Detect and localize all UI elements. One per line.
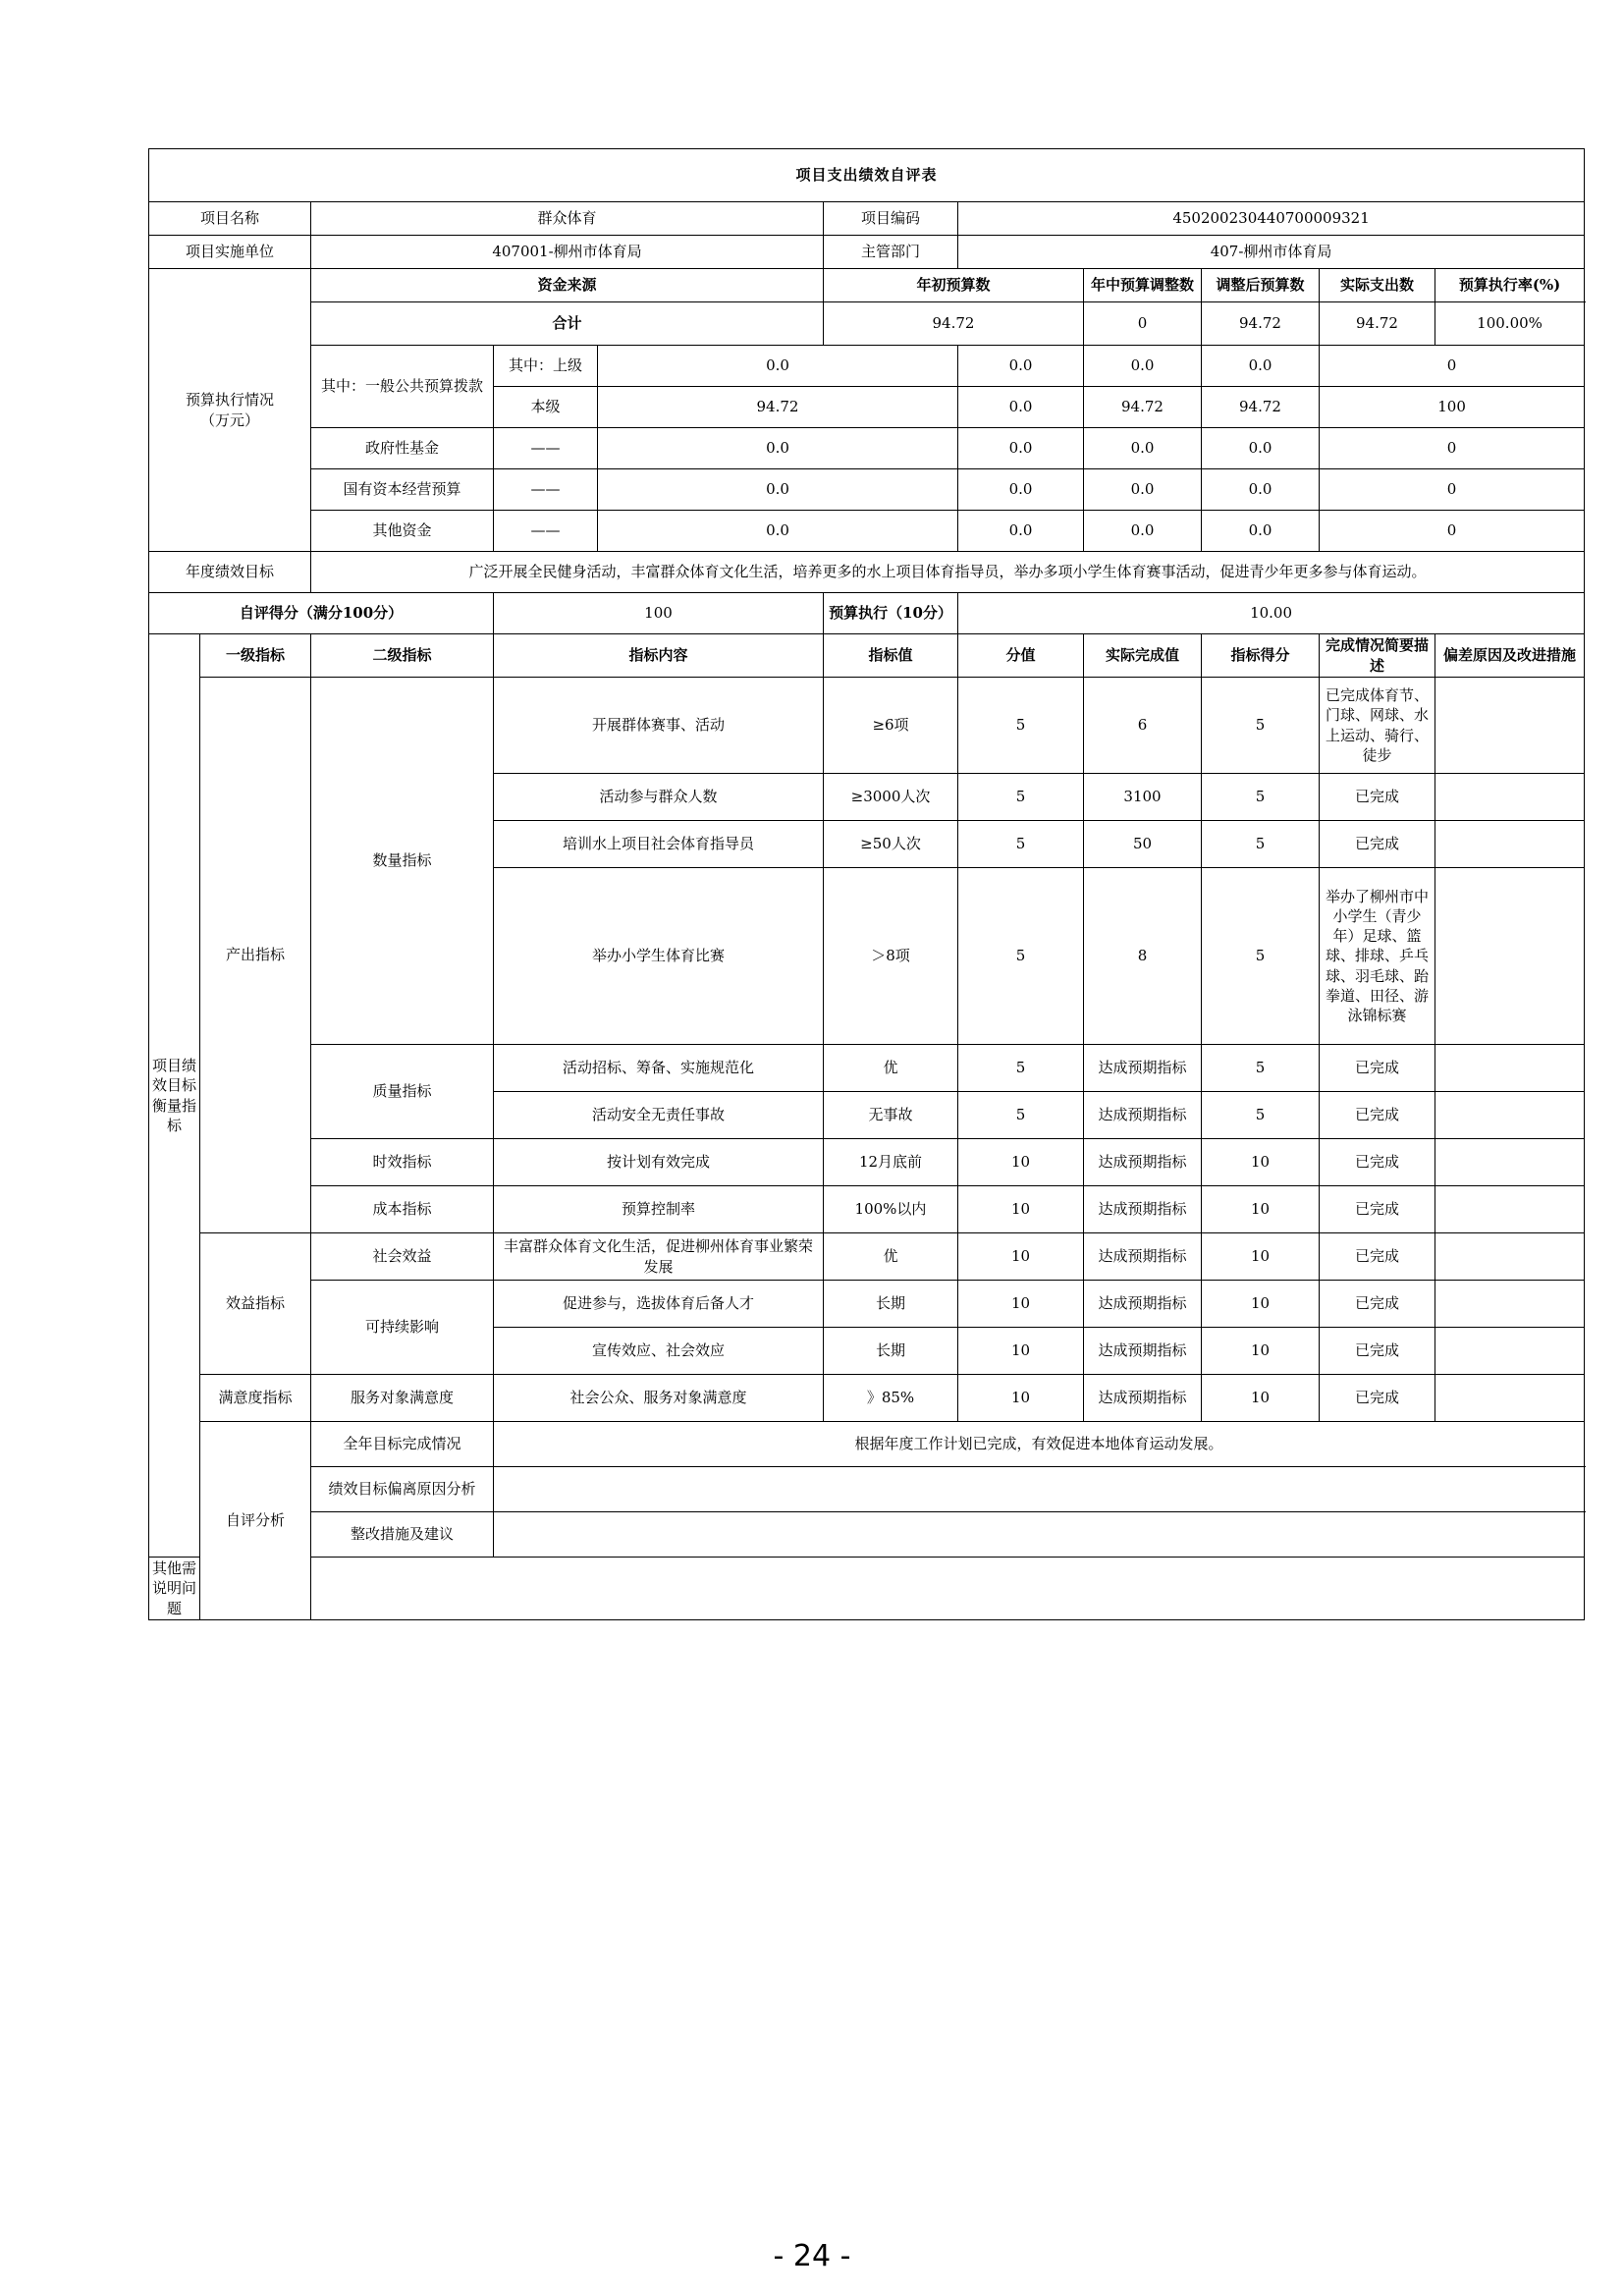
indicator-reason [1435,1328,1585,1375]
budget-gov-fund-actual: 0.0 [1202,428,1320,469]
indicator-content: 促进参与，选拔体育后备人才 [494,1281,824,1328]
budget-header-rate: 预算执行率(%) [1435,269,1585,302]
budget-state-capital-adjust: 0.0 [958,469,1084,511]
indicator-points: 10 [958,1375,1084,1422]
level2-social: 社会效益 [311,1233,494,1281]
ind-header-score: 指标得分 [1202,634,1320,678]
indicator-reason [1435,1281,1585,1328]
indicator-actual: 达成预期指标 [1084,1092,1202,1139]
budget-local-rate: 100 [1320,387,1585,428]
indicator-actual: 8 [1084,868,1202,1045]
indicator-content: 活动招标、筹备、实施规范化 [494,1045,824,1092]
budget-general-label: 其中：一般公共预算拨款 [311,346,494,428]
budget-upper-adjust: 0.0 [958,346,1084,387]
ind-header-level2: 二级指标 [311,634,494,678]
indicator-score: 5 [1202,1045,1320,1092]
indicator-actual: 达成预期指标 [1084,1233,1202,1281]
ind-header-level1: 一级指标 [200,634,311,678]
project-name-label: 项目名称 [149,202,311,236]
indicator-reason [1435,678,1585,774]
indicator-actual: 达成预期指标 [1084,1281,1202,1328]
score-label: 自评得分（满分100分） [149,593,494,634]
budget-upper-adjusted: 0.0 [1084,346,1202,387]
budget-upper-initial: 0.0 [598,346,958,387]
score-value: 100 [494,593,824,634]
budget-total-rate: 100.00% [1435,302,1585,346]
indicator-target: 长期 [824,1281,958,1328]
indicator-desc: 已完成 [1320,1233,1435,1281]
indicator-target: ≥6项 [824,678,958,774]
indicator-score: 5 [1202,678,1320,774]
level2-cost: 成本指标 [311,1186,494,1233]
budget-local-adjusted: 94.72 [1084,387,1202,428]
ind-header-actual: 实际完成值 [1084,634,1202,678]
indicator-points: 5 [958,1092,1084,1139]
indicator-content: 社会公众、服务对象满意度 [494,1375,824,1422]
budget-other-adjust: 0.0 [958,511,1084,552]
ind-header-content: 指标内容 [494,634,824,678]
indicators-section-label: 项目绩效目标衡量指标 [149,634,200,1558]
budget-total-actual: 94.72 [1320,302,1435,346]
indicator-target: 12月底前 [824,1139,958,1186]
ind-header-desc: 完成情况简要描述 [1320,634,1435,678]
analysis-section-label: 自评分析 [200,1422,311,1620]
dept-value: 407-柳州市体育局 [958,236,1585,269]
budget-state-capital-adjusted: 0.0 [1084,469,1202,511]
budget-gov-fund-initial: 0.0 [598,428,958,469]
page-number: - 24 - [773,2239,851,2273]
indicator-reason [1435,1375,1585,1422]
budget-other-dash: —— [494,511,598,552]
budget-total-adjust: 0 [1084,302,1202,346]
analysis-row-text [494,1467,1585,1512]
indicator-reason [1435,774,1585,821]
indicator-points: 5 [958,774,1084,821]
budget-total-adjusted: 94.72 [1202,302,1320,346]
budget-gov-fund-adjust: 0.0 [958,428,1084,469]
indicator-content: 活动安全无责任事故 [494,1092,824,1139]
budget-local-initial: 94.72 [598,387,958,428]
indicator-desc: 已完成 [1320,1375,1435,1422]
indicator-score: 5 [1202,821,1320,868]
indicator-reason [1435,1045,1585,1092]
indicator-actual: 达成预期指标 [1084,1328,1202,1375]
indicator-target: ＞8项 [824,868,958,1045]
analysis-row-label: 全年目标完成情况 [311,1422,494,1467]
budget-total-label: 合计 [311,302,824,346]
budget-other-rate: 0 [1320,511,1585,552]
budget-state-capital-label: 国有资本经营预算 [311,469,494,511]
indicator-desc: 已完成体育节、门球、网球、水上运动、骑行、徒步 [1320,678,1435,774]
indicator-content: 丰富群众体育文化生活，促进柳州体育事业繁荣发展 [494,1233,824,1281]
indicator-score: 5 [1202,774,1320,821]
performance-self-evaluation-table [148,148,1577,1620]
budget-exec-score-value: 10.00 [958,593,1585,634]
indicator-score: 10 [1202,1186,1320,1233]
indicator-actual: 6 [1084,678,1202,774]
indicator-reason [1435,1139,1585,1186]
indicator-points: 5 [958,1045,1084,1092]
indicator-actual: 50 [1084,821,1202,868]
budget-gov-fund-label: 政府性基金 [311,428,494,469]
indicator-points: 10 [958,1186,1084,1233]
ind-header-reason: 偏差原因及改进措施 [1435,634,1585,678]
budget-state-capital-dash: —— [494,469,598,511]
dept-label: 主管部门 [824,236,958,269]
indicator-target: 100%以内 [824,1186,958,1233]
impl-unit-value: 407001-柳州市体育局 [311,236,824,269]
indicator-desc: 已完成 [1320,1139,1435,1186]
annual-goal-text: 广泛开展全民健身活动，丰富群众体育文化生活，培养更多的水上项目体育指导员，举办多项小学生体育赛事活动，促进青少年更多参与体育运动。 [311,552,1585,593]
impl-unit-label: 项目实施单位 [149,236,311,269]
budget-header-source: 资金来源 [311,269,824,302]
budget-state-capital-actual: 0.0 [1202,469,1320,511]
indicator-score: 10 [1202,1281,1320,1328]
analysis-row-label: 绩效目标偏离原因分析 [311,1467,494,1512]
budget-gov-fund-rate: 0 [1320,428,1585,469]
indicator-desc: 已完成 [1320,1092,1435,1139]
budget-state-capital-initial: 0.0 [598,469,958,511]
indicator-desc: 举办了柳州市中小学生（青少年）足球、篮球、排球、乒乓球、羽毛球、跆拳道、田径、游泳锦标赛 [1320,868,1435,1045]
indicator-reason [1435,821,1585,868]
budget-header-actual: 实际支出数 [1320,269,1435,302]
indicator-desc: 已完成 [1320,774,1435,821]
table-title: 项目支出绩效自评表 [149,149,1585,202]
budget-section-label: 预算执行情况 （万元） [149,269,311,552]
indicator-target: 优 [824,1045,958,1092]
level1-benefit: 效益指标 [200,1233,311,1375]
level2-timeliness: 时效指标 [311,1139,494,1186]
indicator-points: 5 [958,868,1084,1045]
project-code-label: 项目编码 [824,202,958,236]
indicator-score: 10 [1202,1328,1320,1375]
budget-upper-label: 其中：上级 [494,346,598,387]
budget-local-adjust: 0.0 [958,387,1084,428]
indicator-reason [1435,1186,1585,1233]
indicator-target: ≥50人次 [824,821,958,868]
analysis-row-text [494,1512,1585,1558]
indicator-points: 10 [958,1233,1084,1281]
analysis-row-text: 根据年度工作计划已完成，有效促进本地体育运动发展。 [494,1422,1585,1467]
indicator-score: 10 [1202,1233,1320,1281]
indicator-score: 5 [1202,868,1320,1045]
indicator-actual: 达成预期指标 [1084,1186,1202,1233]
indicator-reason [1435,1092,1585,1139]
budget-local-actual: 94.72 [1202,387,1320,428]
indicator-desc: 已完成 [1320,821,1435,868]
budget-upper-rate: 0 [1320,346,1585,387]
indicator-points: 10 [958,1328,1084,1375]
indicator-points: 10 [958,1281,1084,1328]
indicator-score: 10 [1202,1139,1320,1186]
indicator-actual: 达成预期指标 [1084,1045,1202,1092]
budget-other-adjusted: 0.0 [1084,511,1202,552]
indicator-content: 培训水上项目社会体育指导员 [494,821,824,868]
budget-other-initial: 0.0 [598,511,958,552]
indicator-reason [1435,868,1585,1045]
level2-quantity: 数量指标 [311,678,494,1045]
indicator-content: 活动参与群众人数 [494,774,824,821]
indicator-content: 举办小学生体育比赛 [494,868,824,1045]
budget-other-label: 其他资金 [311,511,494,552]
project-code-value: 450200230440700009321 [958,202,1585,236]
indicator-content: 按计划有效完成 [494,1139,824,1186]
indicator-desc: 已完成 [1320,1186,1435,1233]
analysis-row-label: 整改措施及建议 [311,1512,494,1558]
budget-exec-score-label: 预算执行（10分） [824,593,958,634]
indicator-content: 开展群体赛事、活动 [494,678,824,774]
indicator-points: 5 [958,678,1084,774]
budget-gov-fund-dash: —— [494,428,598,469]
budget-state-capital-rate: 0 [1320,469,1585,511]
indicator-desc: 已完成 [1320,1045,1435,1092]
ind-header-points: 分值 [958,634,1084,678]
indicator-target: 无事故 [824,1092,958,1139]
indicator-actual: 达成预期指标 [1084,1139,1202,1186]
budget-local-label: 本级 [494,387,598,428]
indicator-target: 优 [824,1233,958,1281]
indicator-actual: 3100 [1084,774,1202,821]
indicator-score: 10 [1202,1375,1320,1422]
indicator-points: 5 [958,821,1084,868]
indicator-desc: 已完成 [1320,1281,1435,1328]
level2-sustain: 可持续影响 [311,1281,494,1375]
indicator-target: 长期 [824,1328,958,1375]
indicator-score: 5 [1202,1092,1320,1139]
evaluation-grid [148,148,1585,1620]
ind-header-target: 指标值 [824,634,958,678]
budget-gov-fund-adjusted: 0.0 [1084,428,1202,469]
budget-total-initial: 94.72 [824,302,1084,346]
indicator-target: ≥3000人次 [824,774,958,821]
budget-header-adjusted: 调整后预算数 [1202,269,1320,302]
budget-upper-actual: 0.0 [1202,346,1320,387]
analysis-row-label: 其他需说明问题 [149,1558,200,1620]
budget-header-adjust: 年中预算调整数 [1084,269,1202,302]
indicator-points: 10 [958,1139,1084,1186]
indicator-desc: 已完成 [1320,1328,1435,1375]
indicator-reason [1435,1233,1585,1281]
level2-quality: 质量指标 [311,1045,494,1139]
budget-header-initial: 年初预算数 [824,269,1084,302]
indicator-content: 预算控制率 [494,1186,824,1233]
budget-other-actual: 0.0 [1202,511,1320,552]
indicator-target: 》85% [824,1375,958,1422]
analysis-row-text [311,1558,1585,1620]
indicator-content: 宣传效应、社会效应 [494,1328,824,1375]
project-name-value: 群众体育 [311,202,824,236]
annual-goal-label: 年度绩效目标 [149,552,311,593]
level2-service: 服务对象满意度 [311,1375,494,1422]
indicator-actual: 达成预期指标 [1084,1375,1202,1422]
level1-satisfaction: 满意度指标 [200,1375,311,1422]
level1-output: 产出指标 [200,678,311,1233]
